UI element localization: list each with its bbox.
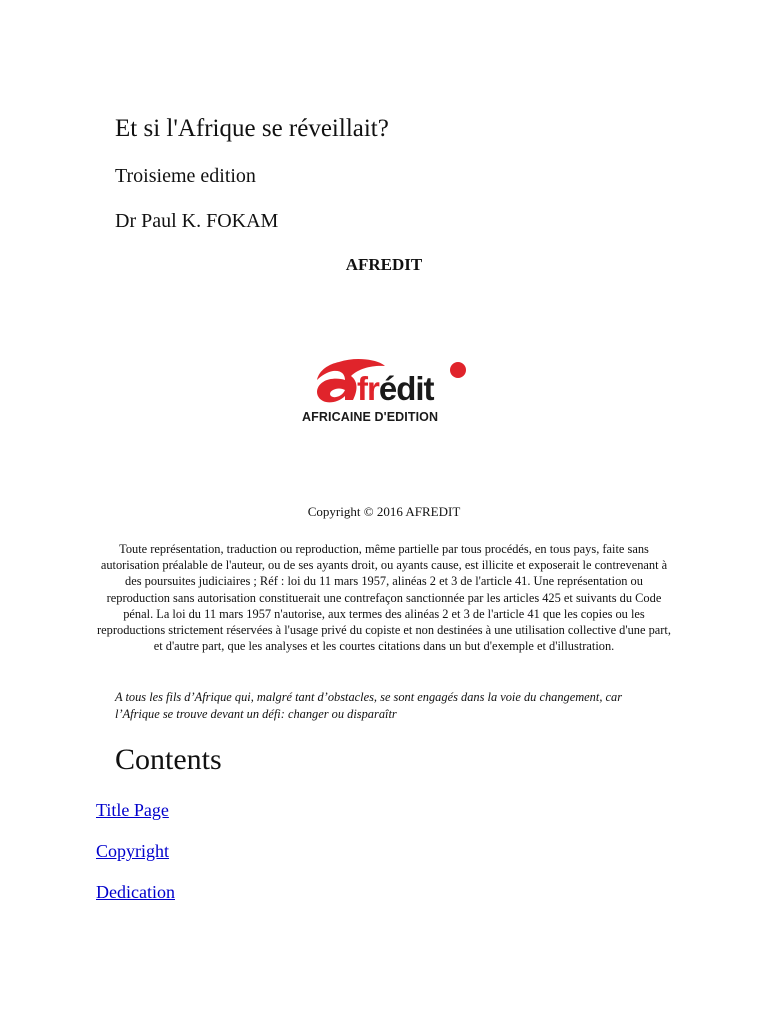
contents-heading: Contents: [115, 743, 222, 776]
logo-tagline: AFRICAINE D'EDITION: [302, 410, 439, 424]
author-name: Dr Paul K. FOKAM: [115, 210, 279, 232]
toc-link-copyright[interactable]: Copyright: [96, 841, 170, 861]
afredit-logo-graphic: [299, 356, 473, 426]
logo-wordmark-edit: édit: [378, 370, 434, 407]
toc-link-title-page[interactable]: Title Page: [96, 800, 169, 820]
publisher-name: AFREDIT: [345, 255, 423, 274]
copyright-line: Copyright © 2016 AFREDIT: [307, 504, 461, 519]
afredit-logo: [299, 356, 473, 426]
toc-link-dedication[interactable]: Dedication: [96, 882, 175, 902]
edition-label: Troisieme edition: [115, 165, 256, 187]
logo-dot: [450, 362, 466, 378]
dedication-text: A tous les fils d’Afrique qui, malgré tant d’obstacles, se sont engagés dans la voie du changement, car l’Afrique se trouve devant un défi: changer ou disparaîtr: [115, 690, 623, 721]
logo-wordmark-fr: fr: [357, 370, 379, 407]
legal-notice: Toute représentation, traduction ou reproduction, même partielle par tous procédés, en tous pays, faite sans autorisation préalable de l'auteur, ou de ses ayants droit, ou ayants cause, est illicite et exposerait le contrevenant à des poursuites judiciaires ; Réf : loi du 11 mars 1957, alinéas 2 et 3 de l'article 41. Une représentation ou reproduction sans autorisation constituerait une contrefaçon sanctionnée par les articles 425 et suivants du Code pénal. La loi du 11 mars 1957 n'autorise, aux termes des alinéas 2 et 3 de l'article 41 que les copies ou les reproductions strictement réservées à l'usage privé du copiste et non destinées à une utilisation collective d'une part, et d'autre part, que les analyses et les courtes citations dans un but d'exemple et d'illustration.: [97, 542, 671, 654]
book-title: Et si l'Afrique se réveillait?: [115, 115, 389, 142]
logo-wordmark: [357, 370, 435, 407]
